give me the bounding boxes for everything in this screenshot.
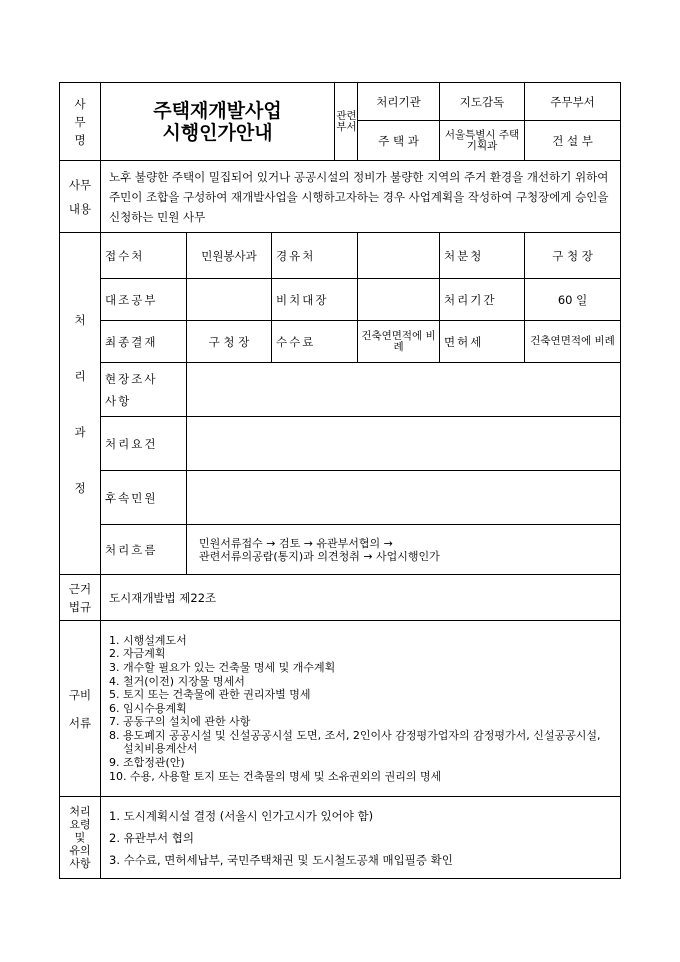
process-cell: 구 청 장 [187,321,272,363]
legal-basis-label: 근거법규 [68,581,92,614]
process-cell [358,233,440,279]
process-cell: 접수처 [101,233,187,279]
process-cell: 수수료 [272,321,358,363]
process-cell-label [60,233,101,575]
process-cell [187,279,272,321]
process-cell: 처분청 [440,233,525,279]
process-cell: 건축연면적에 비례 [358,321,440,363]
service-name-label: 사무명 [74,96,86,147]
list-item: 2. 유관부서 협의 [109,830,194,845]
documents-cell [60,621,101,797]
process-cell: 최종결재 [101,321,187,363]
list-item: 10. 수용, 사용할 토지 또는 건축물의 명세 및 소유권외의 권리의 명세 [109,769,442,783]
process-cell: 민원봉사과 [187,233,272,279]
flow-label: 처리흐름 [101,525,187,575]
processing-agency-value: 주 택 과 [358,121,440,161]
site-survey-label-2: 사항 [105,393,132,408]
page-title: 주택재개발사업 시행인가안내 [101,83,335,161]
list-item: 2. 자금계획 [109,647,166,661]
list-item: 3. 수수료, 면허세납부, 국민주택채권 및 도시철도공채 매입필증 확인 [109,852,453,867]
col-main-dept: 주무부서 [525,83,621,121]
requirements-value [187,417,621,471]
related-dept-cell [335,83,358,161]
service-name-cell [60,83,101,161]
documents-label: 구비서류 [68,687,92,730]
list-item: 1. 시행설계도서 [109,633,187,647]
legal-basis-cell [60,575,101,621]
process-cell: 경유처 [272,233,358,279]
main-dept-value: 건 설 부 [525,121,621,161]
notes-list [101,797,621,879]
description-label: 사무내용 [68,177,92,216]
list-item: 3. 개수할 필요가 있는 건축물 명세 및 개수계획 [109,660,336,674]
col-processing-agency: 처리기관 [358,83,440,121]
supervision-value: 서울특별시 주택기획과 [440,121,525,161]
process-cell: 처리기간 [440,279,525,321]
list-item: 7. 공동구의 설치에 관한 사항 [109,715,251,729]
follow-up-label: 후속민원 [101,471,187,525]
process-cell [358,279,440,321]
legal-basis-text: 도시재개발법 제22조 [101,575,621,621]
description-cell [60,161,101,233]
process-cell: 면허세 [440,321,525,363]
notes-label: 처리 요령 및 유의 사항 [60,797,101,879]
col-supervision: 지도감독 [440,83,525,121]
process-cell: 60 일 [525,279,621,321]
process-cell: 건축연면적에 비례 [525,321,621,363]
list-item: 9. 조합정관(안) [109,756,185,770]
site-survey-value [187,363,621,417]
description-text: 노후 불량한 주택이 밀집되어 있거나 공공시설의 정비가 불량한 지역의 주거 환경을 개선하기 위하여 주민이 조합을 구성하여 재개발사업을 시행하고자하는 경우 사업계획을 작성하여 구청장에게 승인을 신청하는 민원 사무 [101,161,621,233]
process-cell: 비치대장 [272,279,358,321]
site-survey-label: 현장조사 [105,371,158,386]
process-flow: 민원서류접수 → 검토 → 유관부서협의 → 관련서류의공람(통지)과 의견청취 → 사업시행인가 [187,525,621,575]
related-dept-label: 관련부서 [336,109,357,133]
list-item: 5. 토지 또는 건축물에 관한 권리자별 명세 [109,688,311,702]
list-item: 6. 임시수용계획 [109,701,187,715]
list-item: 4. 철거(이전) 지장물 명세서 [109,674,245,688]
process-label: 처리과정 [74,312,86,495]
follow-up-value [187,471,621,525]
requirements-label: 처리요건 [101,417,187,471]
process-cell: 대조공부 [101,279,187,321]
list-item: 8. 용도폐지 공공시설 및 신설공공시설 도면, 조서, 2인이사 감정평가업자의 감정평가서, 신설공공시설, 설치비용계산서 [109,728,601,756]
documents-list [101,621,621,797]
process-cell: 구 청 장 [525,233,621,279]
list-item: 1. 도시계획시설 결정 (서울시 인가고시가 있어야 함) [109,808,374,823]
civil-service-form [59,82,621,879]
